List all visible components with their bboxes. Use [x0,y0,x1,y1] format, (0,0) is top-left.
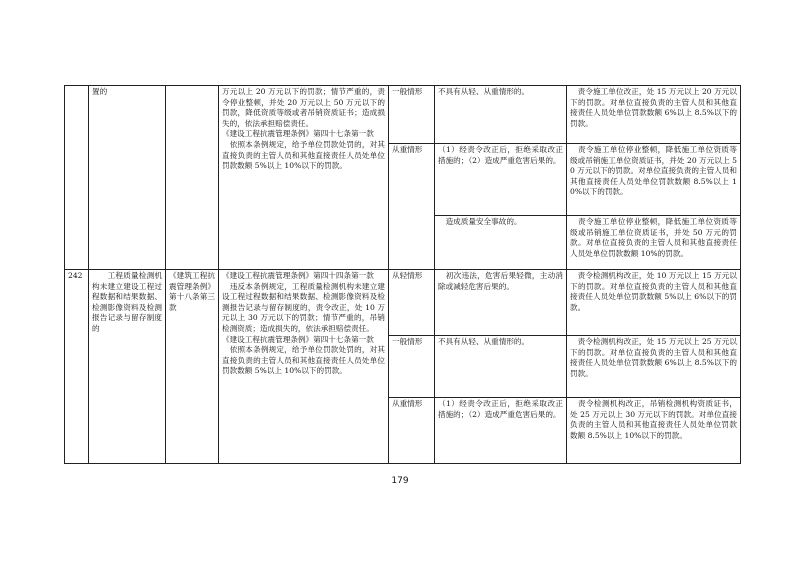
circumstance-cell: 从重情形 [389,144,435,270]
condition-cell: 不具有从轻、从重情形的。 [435,336,567,398]
condition-cell: （1）经责令改正后，拒绝采取改正措施的；（2）造成严重危害后果的。 [435,144,567,216]
penalty-provision-cell: 万元以上 20 万元以下的罚款；情节严重的，责令停业整顿，并处 20 万元以上 50 万元以下的罚款，降低资质等级或者吊销资质证书；造成损失的，依法承担赔偿责任。 《建设工程抗震管理条例》第四十七条第一款 依照本条例规定，给予单位罚款处罚的，对其直接负责的主管人员和其他直接责任人员处单位罚款数额 5%以上 10%以下的罚款。 [219,86,389,270]
penalty-standard-cell: 责令施工单位停业整顿，降低施工单位资质等级或吊销施工单位资质证书，并处 20 万元以上 50 万元以下的罚款。对单位直接负责的主管人员和其他直接责任人员处单位罚款数额 8.5%以上 10%以下的罚款。 [567,144,741,216]
condition-cell: （1）经责令改正后，拒绝采取改正措施的；（2）造成严重危害后果的。 [435,398,567,464]
penalty-standard-cell: 责令施工单位停业整顿，降低施工单位资质等级或吊销施工单位资质证书，并处 50 万元的罚款。对单位直接负责的主管人员和其他直接责任人员处单位罚款数额 10%的罚款。 [567,216,741,270]
penalty-discretion-table [64,85,741,464]
legal-basis-cell [166,86,219,270]
row-number-cell: 242 [65,270,89,464]
penalty-standard-cell: 责令检测机构改正，处 15 万元以上 25 万元以下的罚款。对单位直接负责的主管人员和其他直接责任人员处单位罚款数额 6%以上 8.5%以下的罚款。 [567,336,741,398]
penalty-standard-cell: 责令施工单位改正，处 15 万元以上 20 万元以下的罚款。对单位直接负责的主管人员和其他直接责任人员处单位罚款数额 6%以上 8.5%以下的罚款。 [567,86,741,144]
circumstance-cell: 一般情形 [389,336,435,398]
row-number-cell [65,86,89,270]
circumstance-cell: 一般情形 [389,86,435,144]
page-number: 179 [391,476,409,486]
condition-cell: 造成质量安全事故的。 [435,216,567,270]
violation-item-cell: 工程质量检测机构未建立建设工程过程数据和结果数据、检测影像资料及检测报告记录与留存制度的 [89,270,166,464]
table-row [65,270,741,336]
condition-cell: 不具有从轻、从重情形的。 [435,86,567,144]
penalty-standard-cell: 责令检测机构改正，处 10 万元以上 15 万元以下的罚款。对单位直接负责的主管人员和其他直接责任人员处单位罚款数额 5%以上 6%以下的罚款。 [567,270,741,336]
violation-item-cell: 置的 [89,86,166,270]
circumstance-cell: 从轻情形 [389,270,435,336]
penalty-standard-cell: 责令检测机构改正，吊销检测机构资质证书，处 25 万元以上 30 万元以下的罚款。对单位直接负责的主管人员和其他直接责任人员处单位罚款数额 8.5%以上 10%以下的罚款。 [567,398,741,464]
table-row [65,86,741,144]
legal-basis-cell: 《建筑工程抗震管理条例》第十八条第三款 [166,270,219,464]
penalty-provision-cell: 《建设工程抗震管理条例》第四十四条第一款 违反本条例规定，工程质量检测机构未建立建设工程过程数据和结果数据、检测影像资料及检测报告记录与留存制度的，责令改正，处 10 万元以上 30 万元以下的罚款；情节严重的，吊销检测资质；造成损失的，依法承担赔偿责任。 《建设工程抗震管理条例》第四十七条第一款 依照本条例规定，给予单位罚款处罚的，对其直接负责的主管人员和其他直接责任人员处单位罚款数额 5%以上 10%以下的罚款。 [219,270,389,464]
condition-cell: 初次违法，危害后果轻微，主动消除或减轻危害后果的。 [435,270,567,336]
circumstance-cell: 从重情形 [389,398,435,464]
